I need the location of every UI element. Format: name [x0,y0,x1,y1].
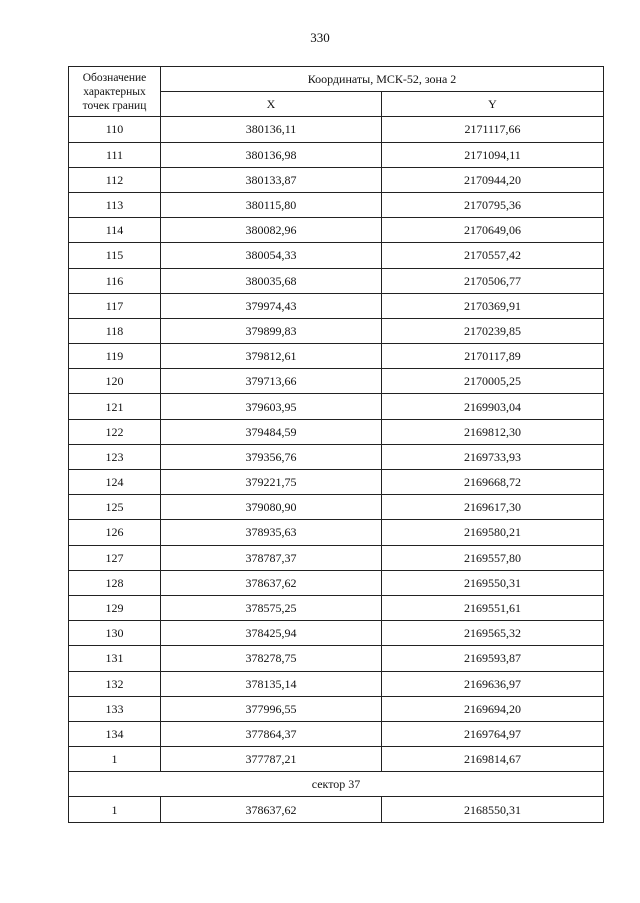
y-coordinate-cell: 2170944,20 [382,167,604,192]
table-row [69,721,604,746]
y-coordinate-cell: 2169733,93 [382,444,604,469]
x-coordinate-cell: 380035,68 [161,268,382,293]
x-coordinate-cell: 378135,14 [161,671,382,696]
point-cell: 122 [69,419,161,444]
table-row [69,167,604,192]
y-coordinate-cell: 2171094,11 [382,142,604,167]
x-coordinate-cell: 378787,37 [161,545,382,570]
coordinates-table [68,66,604,823]
y-coordinate-cell: 2169903,04 [382,394,604,419]
x-coordinate-cell: 379356,76 [161,444,382,469]
point-cell: 133 [69,696,161,721]
table-row [69,142,604,167]
point-cell: 1 [69,797,161,822]
y-coordinate-cell: 2170795,36 [382,192,604,217]
table-header [69,67,604,117]
table-row [69,268,604,293]
point-cell: 123 [69,444,161,469]
point-cell: 119 [69,344,161,369]
y-coordinate-cell: 2169580,21 [382,520,604,545]
point-cell: 115 [69,243,161,268]
table-row [69,218,604,243]
table-row [69,344,604,369]
point-cell: 132 [69,671,161,696]
y-coordinate-cell: 2169565,32 [382,621,604,646]
point-cell: 128 [69,570,161,595]
x-coordinate-cell: 378278,75 [161,646,382,671]
point-cell: 134 [69,721,161,746]
y-coordinate-cell: 2169551,61 [382,595,604,620]
point-cell: 118 [69,318,161,343]
y-coordinate-cell: 2169617,30 [382,495,604,520]
y-coordinate-cell: 2169550,31 [382,570,604,595]
y-coordinate-cell: 2170239,85 [382,318,604,343]
x-coordinate-cell: 379221,75 [161,470,382,495]
point-cell: 124 [69,470,161,495]
y-coordinate-cell: 2170649,06 [382,218,604,243]
x-coordinate-cell: 377787,21 [161,747,382,772]
table-row [69,318,604,343]
section-row [69,772,604,797]
table-row [69,243,604,268]
point-cell: 127 [69,545,161,570]
table-row [69,117,604,142]
x-coordinate-cell: 379899,83 [161,318,382,343]
y-coordinate-cell: 2169557,80 [382,545,604,570]
point-cell: 125 [69,495,161,520]
table-row [69,595,604,620]
point-cell: 111 [69,142,161,167]
table-row [69,621,604,646]
table-row [69,394,604,419]
y-coordinate-cell: 2170369,91 [382,293,604,318]
x-coordinate-cell: 378637,62 [161,570,382,595]
point-column-header: Обозначение характерных точек границ [69,67,161,117]
y-coordinate-cell: 2169668,72 [382,470,604,495]
point-cell: 131 [69,646,161,671]
x-coordinate-cell: 378425,94 [161,621,382,646]
table-row [69,293,604,318]
table-row [69,797,604,822]
point-cell: 117 [69,293,161,318]
point-cell: 112 [69,167,161,192]
table-row [69,192,604,217]
table-body [69,117,604,772]
x-coordinate-cell: 379974,43 [161,293,382,318]
table-row [69,646,604,671]
x-coordinate-cell: 380136,11 [161,117,382,142]
table-row [69,419,604,444]
table-row [69,671,604,696]
x-coordinate-cell: 379080,90 [161,495,382,520]
x-coordinate-cell: 380136,98 [161,142,382,167]
y-coordinate-cell: 2170506,77 [382,268,604,293]
table-row [69,495,604,520]
x-coordinate-cell: 378935,63 [161,520,382,545]
point-cell: 129 [69,595,161,620]
point-cell: 113 [69,192,161,217]
point-cell: 120 [69,369,161,394]
y-coordinate-cell: 2170557,42 [382,243,604,268]
x-coordinate-cell: 377864,37 [161,721,382,746]
x-column-header: X [161,92,382,117]
x-coordinate-cell: 380054,33 [161,243,382,268]
x-coordinate-cell: 380133,87 [161,167,382,192]
x-coordinate-cell: 378637,62 [161,797,382,822]
point-cell: 121 [69,394,161,419]
section-body [69,797,604,822]
y-coordinate-cell: 2171117,66 [382,117,604,142]
y-coordinate-cell: 2170005,25 [382,369,604,394]
page-number: 330 [310,30,330,45]
x-coordinate-cell: 379713,66 [161,369,382,394]
y-coordinate-cell: 2169694,20 [382,696,604,721]
x-coordinate-cell: 379812,61 [161,344,382,369]
x-coordinate-cell: 377996,55 [161,696,382,721]
table-row [69,747,604,772]
table-row [69,696,604,721]
y-coordinate-cell: 2169636,97 [382,671,604,696]
y-coordinate-cell: 2170117,89 [382,344,604,369]
section-label: сектор 37 [69,772,604,797]
x-coordinate-cell: 380082,96 [161,218,382,243]
x-coordinate-cell: 378575,25 [161,595,382,620]
point-cell: 114 [69,218,161,243]
table-row [69,444,604,469]
y-coordinate-cell: 2168550,31 [382,797,604,822]
x-coordinate-cell: 380115,80 [161,192,382,217]
section-block [69,772,604,797]
point-cell: 130 [69,621,161,646]
y-coordinate-cell: 2169593,87 [382,646,604,671]
point-cell: 116 [69,268,161,293]
y-coordinate-cell: 2169814,67 [382,747,604,772]
x-coordinate-cell: 379603,95 [161,394,382,419]
y-coordinate-cell: 2169812,30 [382,419,604,444]
table-row [69,570,604,595]
table-row [69,545,604,570]
y-column-header: Y [382,92,604,117]
x-coordinate-cell: 379484,59 [161,419,382,444]
table-row [69,369,604,394]
table-row [69,470,604,495]
coords-column-header: Координаты, МСК-52, зона 2 [161,67,604,92]
point-cell: 110 [69,117,161,142]
table-row [69,520,604,545]
point-cell: 126 [69,520,161,545]
point-cell: 1 [69,747,161,772]
y-coordinate-cell: 2169764,97 [382,721,604,746]
